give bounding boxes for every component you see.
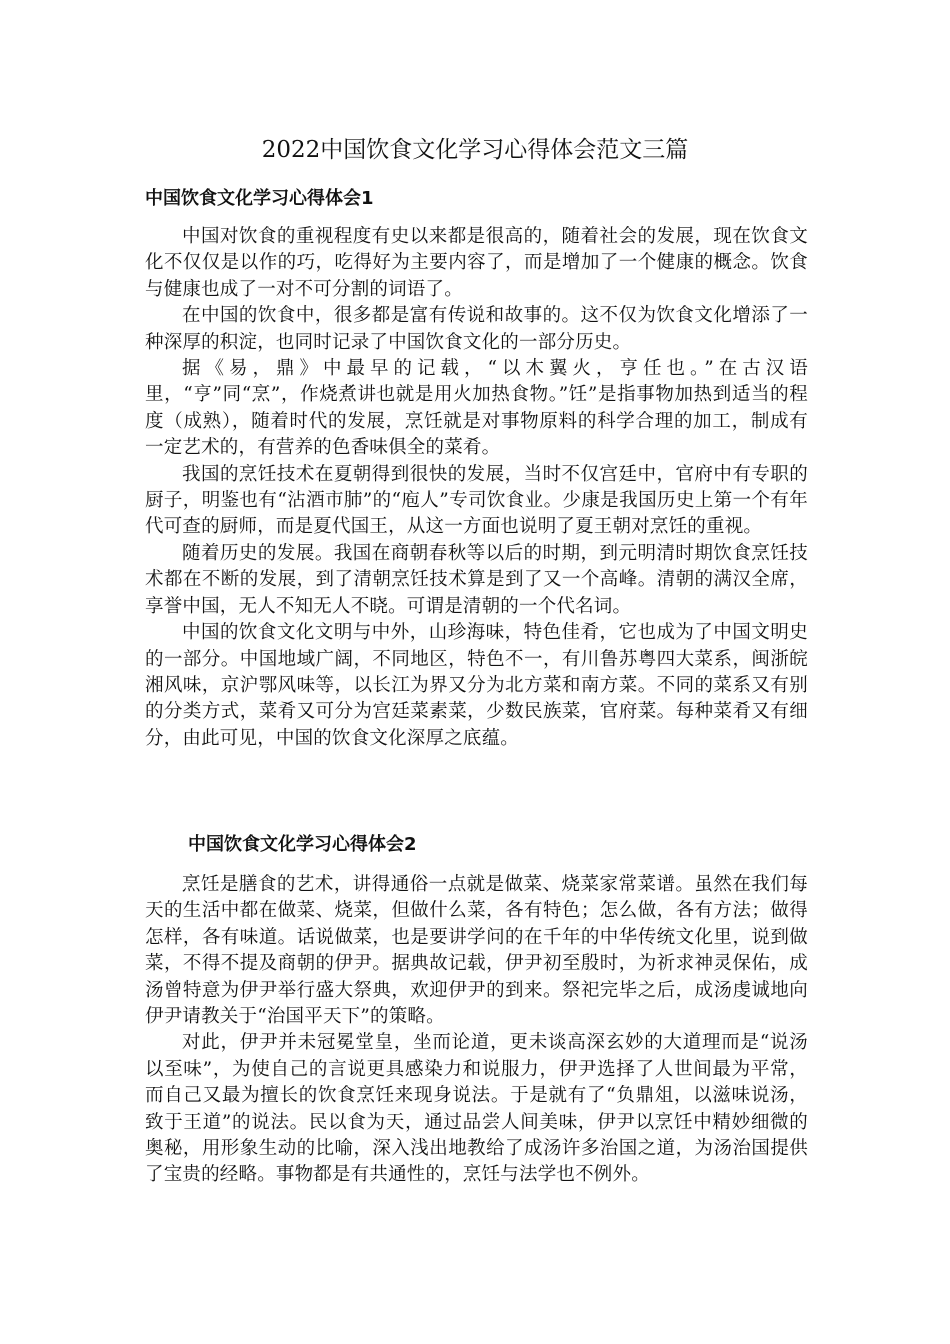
paragraph: 烹饪是膳食的艺术，讲得通俗一点就是做菜、烧菜家常菜谱。虽然在我们每天的生活中都在做菜、烧菜，但做什么菜，各有特色；怎么做，各有方法；做得怎样，各有味道。话说做菜，也是要讲学问的在千年的中华传统文化里，说到做菜，不得不提及商朝的伊尹。据典故记载，伊尹初至殷时，为祈求神灵保佑，成汤曾特意为伊尹举行盛大祭典，欢迎伊尹的到来。祭祀完毕之后，成汤虔诚地向伊尹请教关于“治国平天下”的策略。	[145, 874, 808, 1028]
document-title: 2022中国饮食文化学习心得体会范文三篇	[261, 137, 689, 163]
section-body	[145, 872, 808, 1189]
section-heading: 中国饮食文化学习心得体会2	[188, 834, 417, 855]
section-body	[145, 224, 808, 752]
paragraph: 中国的饮食文化文明与中外，山珍海味，特色佳肴，它也成为了中国文明史的一部分。中国地域广阔，不同地区，特色不一，有川鲁苏粤四大菜系，闽浙皖湘风味，京沪鄂风味等，以长江为界又分为北方菜和南方菜。不同的菜系又有别的分类方式，菜肴又可分为宫廷菜素菜，少数民族菜，官府菜。每种菜肴又有细分，由此可见，中国的饮食文化深厚之底蕴。	[145, 622, 808, 749]
paragraph: 据《易，鼎》中最早的记载，“以木翼火，亨任也。”在古汉语里，“亨”同“烹”，作烧煮讲也就是用火加热食物。”饪”是指事物加热到适当的程度（成熟），随着时代的发展，烹饪就是对事物原料的科学合理的加工，制成有一定艺术的，有营养的色香味俱全的菜肴。	[145, 358, 808, 459]
paragraph: 对此，伊尹并未冠冕堂皇，坐而论道，更未谈高深玄妙的大道理而是“说汤以至味”，为使自己的言说更具感染力和说服力，伊尹选择了人世间最为平常，而自己又最为擅长的饮食烹饪来现身说法。于是就有了“负鼎俎，以滋味说汤，致于王道”的说法。民以食为天，通过品尝人间美味，伊尹以烹饪中精妙细微的奥秘，用形象生动的比喻，深入浅出地教给了成汤许多治国之道，为汤治国提供了宝贵的经略。事物都是有共通性的，烹饪与法学也不例外。	[145, 1032, 808, 1186]
paragraph: 中国对饮食的重视程度有史以来都是很高的，随着社会的发展，现在饮食文化不仅仅是以作的巧，吃得好为主要内容了，而是增加了一个健康的概念。饮食与健康也成了一对不可分割的词语了。	[145, 226, 808, 300]
section-heading: 中国饮食文化学习心得体会1	[145, 188, 374, 209]
paragraph: 随着历史的发展。我国在商朝春秋等以后的时期，到元明清时期饮食烹饪技术都在不断的发展，到了清朝烹饪技术算是到了又一个高峰。清朝的满汉全席，享誉中国，无人不知无人不晓。可谓是清朝的一个代名词。	[145, 542, 808, 617]
paragraph: 我国的烹饪技术在夏朝得到很快的发展，当时不仅宫廷中，官府中有专职的厨子，明鉴也有“沾酒市肺”的“庖人”专司饮食业。少康是我国历史上第一个有年代可查的厨师，而是夏代国王，从这一方面也说明了夏王朝对烹饪的重视。	[145, 463, 808, 538]
paragraph: 在中国的饮食中，很多都是富有传说和故事的。这不仅为饮食文化增添了一种深厚的积淀，也同时记录了中国饮食文化的一部分历史。	[145, 305, 808, 353]
